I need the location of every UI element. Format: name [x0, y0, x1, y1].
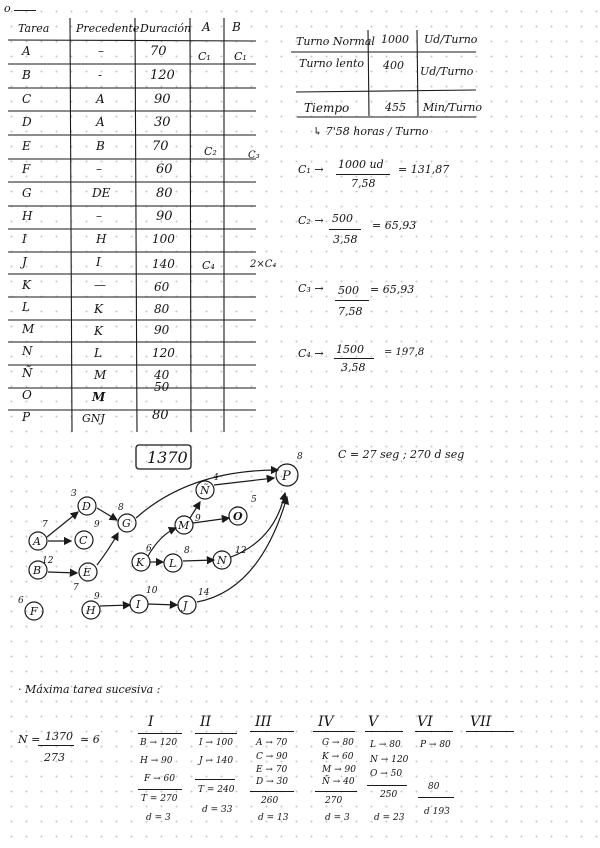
tiempo-value: 455: [385, 101, 406, 114]
turno-normal-label: Turno Normal: [296, 35, 375, 48]
edge-k-m: [148, 528, 176, 556]
table-row-dur: 80: [152, 408, 169, 423]
calc-lhs: C₄ →: [298, 347, 324, 360]
station-total: T = 270: [141, 794, 178, 804]
station-item: B → 120: [140, 738, 178, 748]
station-title-underline: [138, 733, 182, 734]
calc-num: 500: [338, 284, 359, 297]
station-idle: d = 33: [202, 805, 233, 815]
duration-label: 4: [213, 473, 219, 483]
col-header-a: A: [202, 20, 211, 34]
table-row-tarea: P: [22, 410, 31, 424]
table-row-b: C₁: [234, 50, 247, 63]
fraction-bar: [329, 229, 361, 230]
table-row-dur: 70: [152, 139, 169, 154]
fraction-bar: [334, 358, 374, 359]
table-row-prec: –: [98, 44, 104, 58]
table-row-dur: 30: [154, 115, 171, 130]
table-row-prec: M: [94, 368, 107, 382]
table-row-dur: 90: [154, 323, 170, 337]
table-row-prec: DE: [92, 186, 111, 200]
station-title: V: [368, 714, 379, 730]
station-sum-line: [138, 789, 182, 790]
table-row-prec: K: [94, 324, 103, 338]
turno-lento-value: 400: [383, 59, 404, 72]
table-row-prec: A: [96, 115, 105, 129]
table-row-dur: 80: [156, 186, 173, 201]
table-row-dur: 120: [152, 346, 175, 360]
turno-lento-unit: Ud/Turno: [420, 65, 474, 78]
station-item: K → 60: [322, 752, 354, 762]
duration-label: 9: [94, 520, 100, 530]
station-idle: d 193: [424, 807, 450, 817]
station-title-underline: [313, 731, 355, 732]
cycle-time-note: C = 27 seg ; 270 d seg: [338, 448, 465, 461]
duration-label: 9: [94, 592, 100, 602]
table-row-b: C₃: [248, 150, 260, 161]
table-row-tarea: O: [22, 388, 32, 402]
calc-num: 1000 ud: [338, 158, 384, 171]
station-total: 270: [325, 796, 343, 806]
table-row-dur: 40: [154, 368, 170, 382]
edge-e-g: [97, 533, 118, 565]
node-label: K: [136, 556, 145, 569]
station-item: P → 80: [420, 740, 451, 750]
node-label: O: [233, 510, 243, 523]
station-item: N → 120: [370, 755, 409, 765]
calc-den: 7,58: [338, 305, 363, 318]
table-row-tarea: J: [22, 255, 27, 269]
edge-a-d: [47, 512, 78, 537]
station-title: II: [200, 714, 212, 730]
station-total: 260: [261, 796, 279, 806]
table-row-prec: B: [96, 139, 105, 153]
duration-label: 10: [146, 586, 158, 596]
n-den: 273: [44, 751, 65, 764]
duration-label: 12: [235, 546, 247, 556]
duration-label: 9: [195, 514, 201, 524]
tiempo-unit: Min/Turno: [423, 101, 482, 114]
calc-num: 500: [332, 212, 353, 225]
station-title: III: [255, 714, 272, 730]
node-label: I: [136, 598, 141, 611]
node-label: B: [33, 564, 42, 577]
duration-label: 5: [251, 495, 257, 505]
table-row-prec: A: [96, 92, 105, 106]
station-sum-line: [250, 791, 294, 792]
table-row-dur: 120: [150, 68, 175, 83]
table-row-tarea: I: [22, 232, 27, 246]
station-title-underline: [250, 731, 294, 732]
station-item: O → 50: [370, 769, 403, 779]
station-item: C → 90: [256, 752, 288, 762]
table-row-a: C₂: [204, 145, 217, 158]
station-item: E → 70: [256, 765, 288, 775]
station-item: A → 70: [256, 738, 288, 748]
node-label: H: [86, 604, 96, 617]
table-row-dur: 70: [150, 44, 167, 59]
n-lhs: N =: [18, 733, 41, 746]
table-row-prec: —: [94, 278, 106, 292]
duration-label: 3: [71, 489, 77, 499]
duration-label: 7: [42, 520, 48, 530]
calc-lhs: C₁ →: [298, 163, 324, 176]
station-item: F → 60: [144, 774, 175, 784]
calc-den: 7,58: [351, 177, 376, 190]
table-row-tarea: D: [22, 115, 32, 129]
station-idle: d = 3: [325, 813, 350, 823]
table-row-prec: -: [98, 68, 103, 82]
edge-h-i: [100, 605, 130, 606]
station-item: Ñ → 40: [322, 777, 355, 787]
calc-result: = 65,93: [372, 219, 417, 232]
table-row-prec: –: [96, 209, 102, 223]
precedence-network: [0, 430, 600, 630]
table-row-dur: 100: [152, 232, 175, 246]
station-idle: d = 3: [146, 813, 171, 823]
station-title-underline: [415, 731, 453, 732]
table-row-tarea: F: [22, 162, 31, 176]
station-idle: d = 13: [258, 813, 289, 823]
duration-label: 8: [297, 452, 303, 462]
table-row-tarea: H: [22, 209, 33, 223]
node-label: P: [282, 469, 291, 484]
station-total: 250: [380, 790, 398, 800]
station-item: L → 80: [370, 740, 401, 750]
table-row-dur: 50: [154, 380, 170, 394]
table-row-dur: 60: [154, 280, 170, 294]
duration-label: 7: [73, 583, 79, 593]
turno-normal-value: 1000: [381, 33, 409, 46]
station-item: G → 80: [322, 738, 354, 748]
station-title-underline: [195, 733, 237, 734]
node-label: L: [169, 557, 177, 570]
table-row-prec: –: [96, 162, 102, 176]
edge-d-g: [97, 508, 117, 520]
duration-label: 8: [118, 503, 124, 513]
table-row-tarea: C: [22, 92, 32, 106]
table-row-tarea: A: [22, 44, 31, 58]
station-item: M → 90: [322, 765, 356, 775]
station-title-underline: [365, 731, 403, 732]
station-title: VII: [470, 714, 492, 730]
fraction-bar: [335, 300, 369, 301]
table-row-tarea: G: [22, 186, 32, 200]
calc-den: 3,58: [341, 361, 366, 374]
station-title: VI: [417, 714, 433, 730]
station-item: D → 30: [256, 777, 288, 787]
duration-label: 12: [42, 556, 54, 566]
duration-label: 14: [198, 588, 210, 598]
station-sum-line: [195, 779, 235, 780]
table-row-dur: 90: [154, 92, 171, 107]
table-row-prec: K: [94, 302, 103, 316]
calc-result: = 131,87: [398, 163, 450, 176]
table-row-prec: H: [96, 232, 107, 246]
table-row-tarea: K: [22, 278, 31, 292]
station-title: I: [148, 714, 154, 730]
duration-label: 6: [146, 544, 152, 554]
table-row-tarea: E: [22, 139, 31, 153]
calc-result: = 65,93: [370, 283, 415, 296]
edge-b-e: [48, 572, 77, 573]
duration-label: 8: [184, 546, 190, 556]
station-item: I → 100: [199, 738, 233, 748]
table-row-prec: L: [94, 346, 102, 360]
table-row-dur: 60: [156, 162, 173, 177]
table-row-tarea: N: [22, 344, 33, 358]
table-row-dur: 80: [154, 302, 170, 316]
station-total: 80: [428, 782, 440, 792]
station-item: H → 90: [140, 756, 173, 766]
calc-lhs: C₃ →: [298, 282, 324, 295]
node-label: D: [82, 500, 91, 513]
station-sum-line: [367, 785, 407, 786]
col-header-tarea: Tarea: [18, 22, 50, 35]
node-label: M: [178, 519, 190, 532]
turno-normal-unit: Ud/Turno: [424, 33, 478, 46]
node-label: Ñ: [200, 484, 210, 497]
tiempo-label: Tiempo: [304, 101, 350, 115]
table-row-prec: GNJ: [82, 412, 105, 425]
calc-den: 3,58: [333, 233, 358, 246]
station-title: IV: [318, 714, 334, 730]
edge-i-j: [148, 604, 177, 605]
edge-n-tilde-p: [214, 478, 274, 485]
duration-label: 6: [18, 596, 24, 606]
node-label: E: [83, 566, 92, 579]
node-label: J: [183, 599, 188, 612]
table-row-tarea: L: [22, 300, 30, 314]
table-row-prec: M: [92, 390, 106, 404]
station-sum-line: [315, 791, 357, 792]
station-item: J → 140: [199, 756, 234, 766]
table-row-a: C₄: [202, 259, 215, 272]
station-sum-line: [418, 797, 454, 798]
col-header-precedente: Precedente: [76, 22, 140, 35]
table-row-tarea: Ñ: [22, 366, 33, 380]
fraction-bar: [38, 745, 74, 746]
table-row-dur: 90: [156, 209, 173, 224]
table-row-b: 2×C₄: [250, 259, 277, 270]
station-title-underline: [466, 731, 514, 732]
n-num: 1370: [45, 730, 73, 743]
col-header-duracion: Duración: [140, 22, 192, 35]
table-row-a: C₁: [198, 50, 211, 63]
max-task-title: · Máxima tarea sucesiva :: [18, 683, 161, 696]
node-label: F: [30, 605, 38, 618]
calc-lhs: C₂ →: [298, 214, 324, 227]
col-header-b: B: [232, 20, 241, 34]
total-box-value: 1370: [147, 448, 188, 467]
table-row-dur: 140: [152, 257, 175, 271]
station-total: T = 240: [198, 785, 235, 795]
turnos-table-lines: [0, 0, 600, 140]
fraction-bar: [336, 174, 390, 175]
node-label: A: [33, 535, 41, 548]
edge-l-n: [183, 560, 214, 561]
hours-note: ↳ 7'58 horas / Turno: [313, 125, 429, 138]
node-label: C: [79, 534, 88, 547]
station-idle: d = 23: [374, 813, 405, 823]
n-approx: ≃ 6: [80, 733, 100, 746]
table-row-prec: I: [96, 255, 101, 269]
calc-num: 1500: [336, 343, 364, 356]
node-label: G: [122, 517, 131, 530]
node-label: N: [217, 554, 227, 567]
table-row-tarea: M: [22, 322, 35, 336]
table-row-tarea: B: [22, 68, 31, 82]
page-mark: o: [4, 2, 11, 15]
turno-lento-label: Turno lento: [299, 57, 365, 70]
calc-result: = 197,8: [384, 347, 425, 358]
